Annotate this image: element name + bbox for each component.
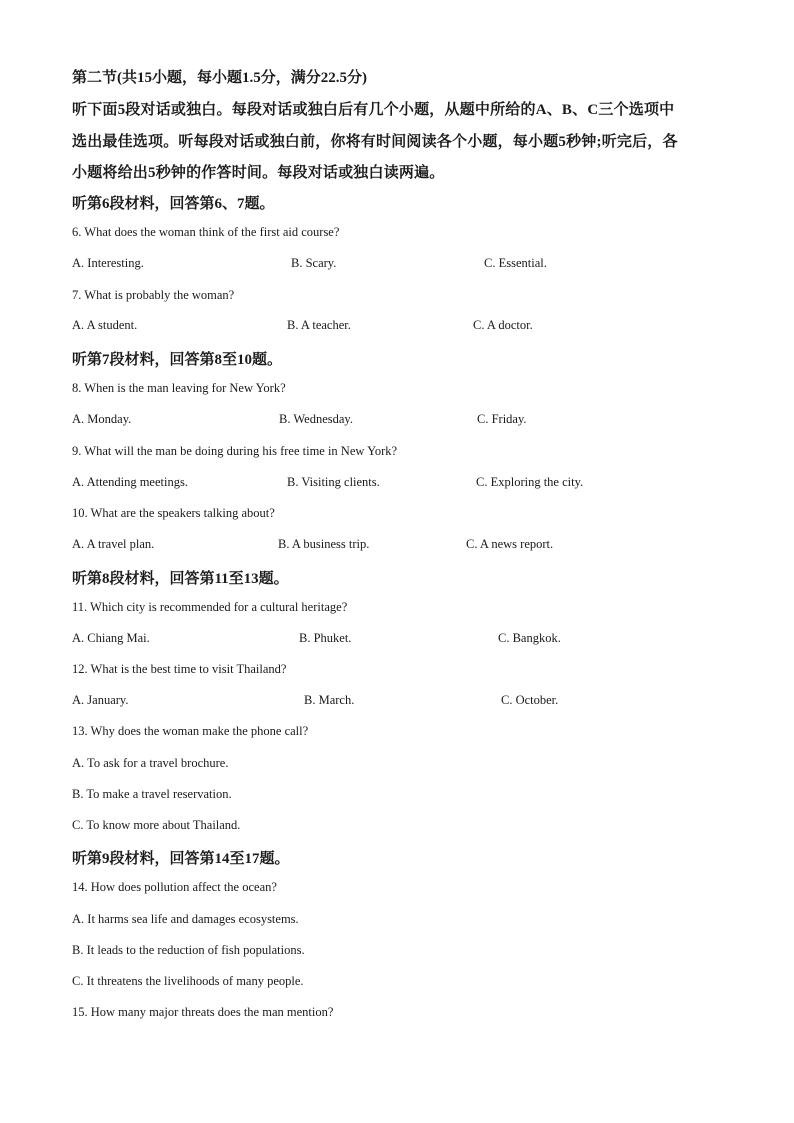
instructions-line-2: 选出最佳选项。听每段对话或独白前，你将有时间阅读各个小题，每小题5秒钟;听完后，各: [72, 134, 678, 150]
question-11-option-c: C. Bangkok.: [498, 631, 561, 645]
instructions-line-1: 听下面5段对话或独白。每段对话或独白后有几个小题，从题中所给的A、B、C三个选项中: [72, 102, 675, 118]
question-7: 7. What is probably the woman?: [72, 288, 235, 302]
question-12-option-b: B. March.: [304, 693, 355, 707]
question-8-option-a: A. Monday.: [72, 412, 132, 426]
question-14-option-c: C. It threatens the livelihoods of many people.: [72, 974, 304, 988]
question-11-option-b: B. Phuket.: [299, 631, 352, 645]
material-8-heading: 听第8段材料，回答第11至13题。: [72, 571, 289, 587]
question-15: 15. How many major threats does the man mention?: [72, 1005, 334, 1019]
question-10-option-a: A. A travel plan.: [72, 537, 155, 551]
question-9-option-a: A. Attending meetings.: [72, 475, 188, 489]
question-8: 8. When is the man leaving for New York?: [72, 381, 286, 395]
section-title: 第二节(共15小题，每小题1.5分，满分22.5分): [72, 70, 367, 86]
question-11: 11. Which city is recommended for a cultural heritage?: [72, 600, 348, 614]
question-13-option-b: B. To make a travel reservation.: [72, 787, 232, 801]
question-10: 10. What are the speakers talking about?: [72, 506, 275, 520]
question-11-option-a: A. Chiang Mai.: [72, 631, 150, 645]
question-10-option-c: C. A news report.: [466, 537, 554, 551]
question-8-option-b: B. Wednesday.: [279, 412, 353, 426]
question-8-option-c: C. Friday.: [477, 412, 527, 426]
question-13-option-a: A. To ask for a travel brochure.: [72, 756, 229, 770]
question-13: 13. Why does the woman make the phone call?: [72, 724, 309, 738]
question-6: 6. What does the woman think of the first aid course?: [72, 225, 340, 239]
question-6-option-b: B. Scary.: [291, 256, 337, 270]
question-14-option-a: A. It harms sea life and damages ecosystems.: [72, 912, 299, 926]
question-12-option-c: C. October.: [501, 693, 559, 707]
question-6-option-c: C. Essential.: [484, 256, 547, 270]
question-10-option-b: B. A business trip.: [278, 537, 370, 551]
question-7-option-c: C. A doctor.: [473, 318, 533, 332]
question-7-option-b: B. A teacher.: [287, 318, 351, 332]
question-9-option-c: C. Exploring the city.: [476, 475, 584, 489]
question-9-option-b: B. Visiting clients.: [287, 475, 380, 489]
question-14: 14. How does pollution affect the ocean?: [72, 880, 277, 894]
question-13-option-c: C. To know more about Thailand.: [72, 818, 241, 832]
material-6-heading: 听第6段材料，回答第6、7题。: [72, 196, 275, 212]
question-14-option-b: B. It leads to the reduction of fish populations.: [72, 943, 305, 957]
question-6-option-a: A. Interesting.: [72, 256, 144, 270]
material-7-heading: 听第7段材料，回答第8至10题。: [72, 352, 283, 368]
question-7-option-a: A. A student.: [72, 318, 138, 332]
question-12: 12. What is the best time to visit Thailand?: [72, 662, 287, 676]
material-9-heading: 听第9段材料，回答第14至17题。: [72, 851, 290, 867]
question-9: 9. What will the man be doing during his free time in New York?: [72, 444, 398, 458]
instructions-line-3: 小题将给出5秒钟的作答时间。每段对话或独白读两遍。: [72, 165, 445, 181]
question-12-option-a: A. January.: [72, 693, 129, 707]
